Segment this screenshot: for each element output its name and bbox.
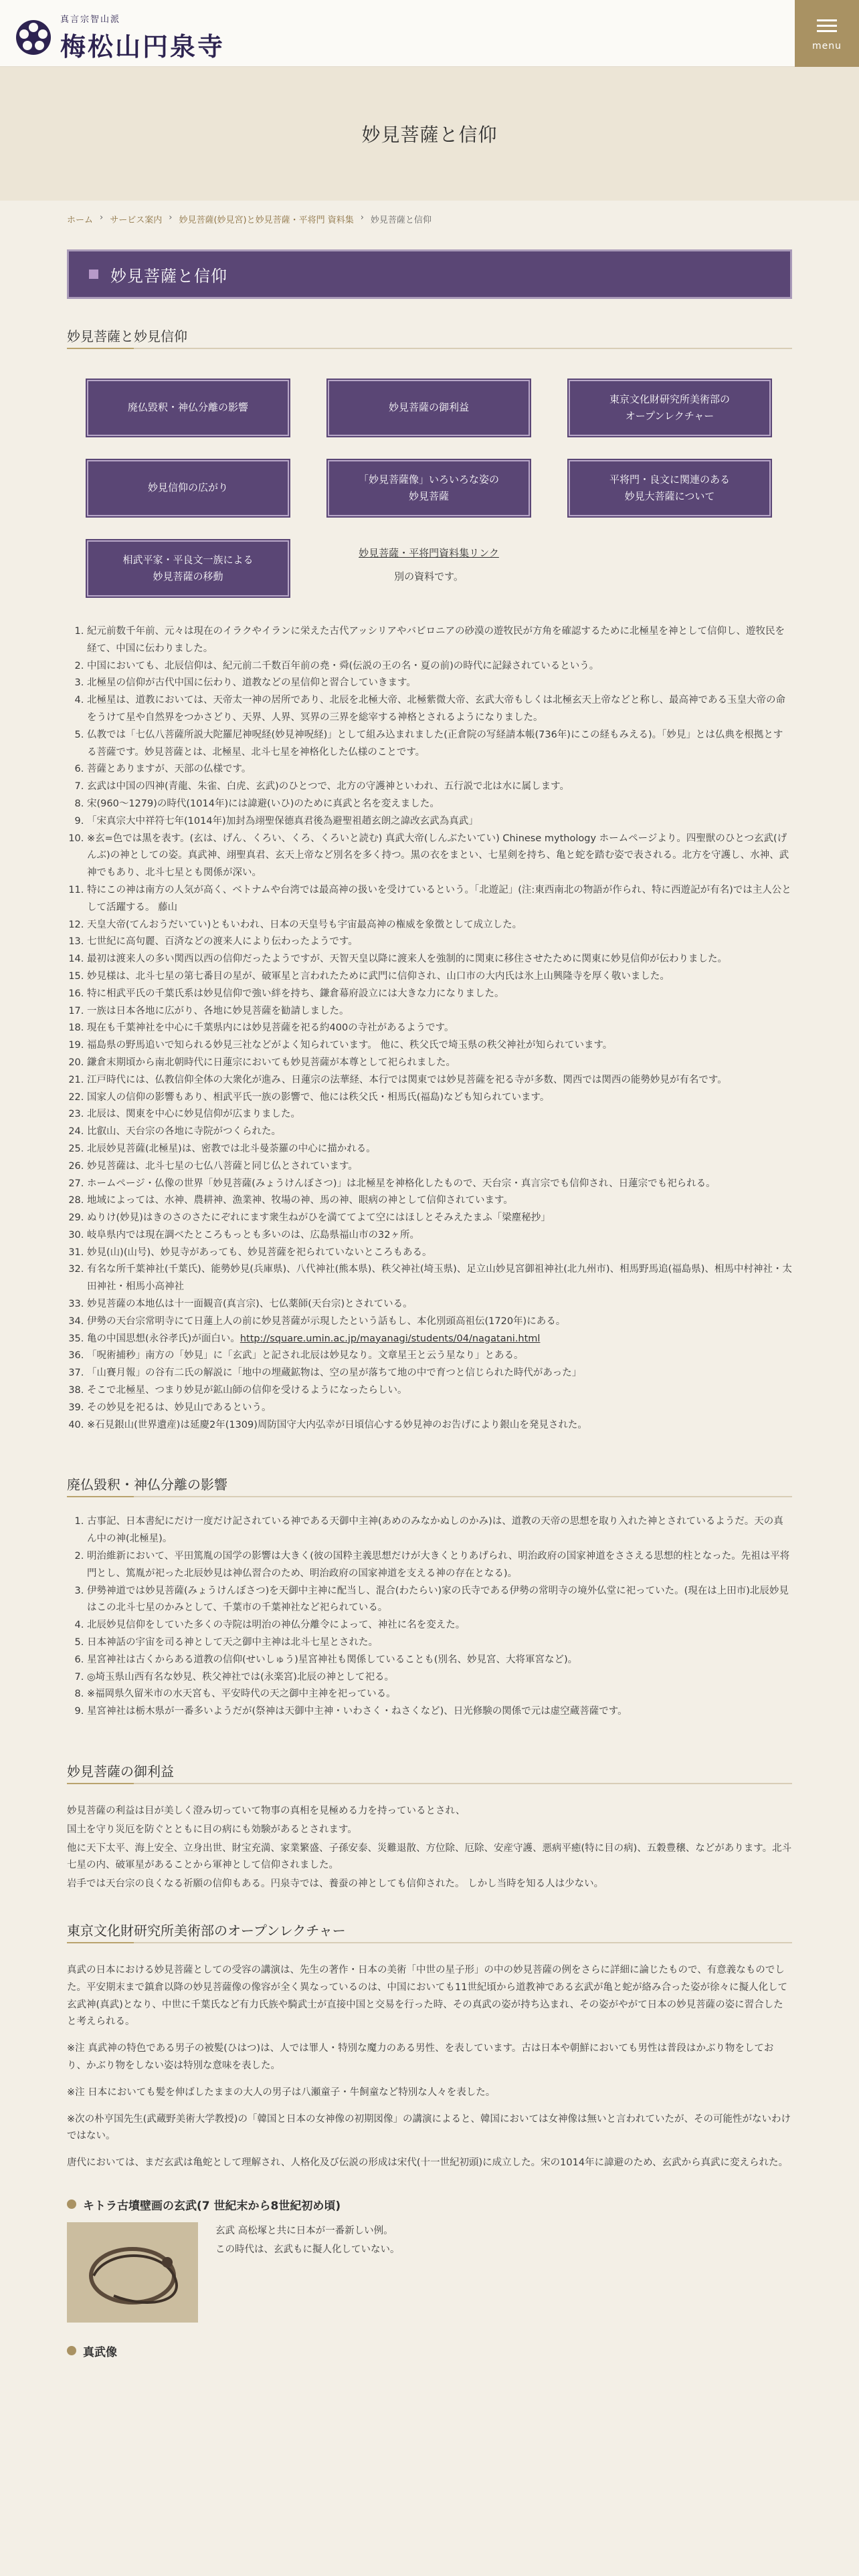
note-item: 36. 「呪術捕秒」南方の「妙見」に「玄武」と記され北辰は妙見なり。文章星王と云う星なり」とある。 (87, 1348, 792, 1365)
kitora-genbu-image (67, 2222, 198, 2323)
goriyaku-paragraph: 他に天下太平、海上安全、立身出世、財宝充満、家業繁盛、子孫安泰、災難退散、方位除、厄除、安産守護、悪病平癒(特に目の病)、五穀豊穣、などがあります。北斗七星の内、破軍星があることから軍神として信仰されました。 (67, 1842, 792, 1871)
note-item: 6. 菩薩とありますが、天部の仏様です。 (87, 761, 792, 778)
breadcrumb-separator: › (360, 213, 364, 223)
note-item: 3. 北極星の信仰が古代中国に伝わり、道教などの星信仰と習合していきます。 (87, 675, 792, 692)
section-heading-goriyaku: 妙見菩薩の御利益 (67, 1761, 792, 1786)
note-item: 23. 北辰は、関東を中心に妙見信仰が広まりました。 (87, 1106, 792, 1123)
topic-button-label: 平将門・良文に関連のある 妙見大菩薩について (609, 473, 730, 502)
subheading-shinbu-label: 真武像 (83, 2345, 117, 2359)
section-heading-intro: 妙見菩薩と妙見信仰 (67, 326, 792, 350)
page-title: 妙見菩薩と信仰 (361, 124, 498, 146)
note-item: 26. 妙見菩薩は、北斗七星の七仏八菩薩と同じ仏とされています。 (87, 1158, 792, 1176)
note-item: 1. 紀元前数千年前、元々は現在のイラクやイランに栄えた古代アッシリアやバビロニアの砂漠の遊牧民が方角を確認するために北極星を神として信仰し、遊牧民を経て、中国に伝わりました。 (87, 623, 792, 658)
haibutsu-item: 6. 星宮神社は古くからある道教の信仰(せいしゅう)星宮神社も関係していることも(別名、妙見宮、大将軍宮など)。 (87, 1652, 792, 1669)
note-item: 5. 仏教では「七仏八菩薩所説大陀羅尼神呪経(妙見神呪経)」として組み込まれました(正倉院の写経請本帳(736年)にこの経もみえる)。「妙見」とは仏典を根拠とする菩薩です。妙見菩薩とは、北極星、北斗七星を神格化した仏様のことです。 (87, 727, 792, 762)
note-item: 9. 「宋真宗大中祥符七年(1014年)加封為翊聖保德真君後為避聖祖趙玄朗之諱改玄武為真武」 (87, 813, 792, 831)
note-item: 13. 七世紀に高句麗、百済などの渡来人により伝わったようです。 (87, 934, 792, 951)
goriyaku-paragraph: 国土を守り災厄を防ぐとともに目の病にも効験があるとされます。 (67, 1824, 357, 1835)
note-item: 29. ぬりけ(妙見)はきのさのさたにぞれにます衆生ねがひを満ててよて空にはほしとそみえたまふ「梁塵秘抄」 (87, 1210, 792, 1227)
breadcrumb-separator: › (169, 213, 173, 223)
haibutsu-item: 4. 北辰妙見信仰をしていた多くの寺院は明治の神仏分離令によって、神社に名を変えた。 (87, 1617, 792, 1634)
haibutsu-list (67, 1513, 792, 1721)
note-item: 11. 特にこの神は南方の人気が高く、ベトナムや台湾では最高神の扱いを受けているという。「北遊記」(注:東西南北の物語が作られ、特に西遊記が有名)では主人公として活躍する。 藤山 (87, 882, 792, 917)
breadcrumb-home[interactable]: ホーム (67, 215, 94, 225)
note-item: 33. 妙見菩薩の本地仏は十一面観音(真言宗)、七仏薬師(天台宗)とされている。 (87, 1296, 792, 1313)
note-item: 40. ※石見銀山(世界遺産)は延慶2年(1309)周防国守大内弘幸が日頃信心する妙見神のお告げにより銀山を発見された。 (87, 1417, 792, 1434)
breadcrumb (0, 201, 859, 225)
topic-button-haibutsu[interactable] (87, 380, 289, 436)
lecture-text (67, 1962, 792, 2172)
topic-button-masakado[interactable] (569, 460, 771, 516)
haibutsu-item: 2. 明治維新において、平田篤胤の国学の影響は大きく(彼の国粋主義思想だけが大きくとりあげられ、明治政府の国家神道をささえる思想的柱となった。先祖は平将門とし、篤胤が祀った北辰妙見は神仏習合のため、明治政府の国家神道を支える神の存在となる)。 (87, 1548, 792, 1583)
note-item: 35. 亀の中国思想(永谷孝氏)が面白い。http://square.umin.ac.jp/mayanagi/students/04/nagatani.html (87, 1331, 792, 1348)
note-item: 4. 北極星は、道教においては、天帝太一神の居所であり、北辰を北極大帝、北極紫微大帝、玄武大帝もしくは北極玄天上帝などと称し、最高神である玉皇大帝の命をうけて星や自然界をつかさどり、天界、人界、冥界の三界を総宰する神格とされるようになりました。 (87, 692, 792, 727)
topic-button-label: 廃仏毀釈・神仏分離の影響 (127, 401, 248, 414)
breadcrumb-materials[interactable]: 妙見菩薩(妙見宮)と妙見菩薩・平将門 資料集 (179, 215, 354, 225)
note-item: 18. 現在も千葉神社を中心に千葉県内には妙見菩薩を祀る約400の寺社があるようです。 (87, 1020, 792, 1037)
note-item: 28. 地域によっては、水神、農耕神、漁業神、牧場の神、馬の神、眼病の神として信仰されています。 (87, 1192, 792, 1210)
site-header (0, 0, 859, 67)
note-item: 16. 特に相武平氏の千葉氏系は妙見信仰で強い絆を持ち、鎌倉幕府設立には大きな力になりました。 (87, 986, 792, 1003)
topic-button-lecture[interactable] (569, 380, 771, 436)
lecture-paragraph: ※次の朴亨国先生(武蔵野美術大学教授)の「韓国と日本の女神像の初期図像」の講演によると、韓国においては女神像は無いと言われていたが、その可能性がないわけではない。 (67, 2113, 791, 2142)
lecture-paragraph: ※注 真武神の特色である男子の被髪(ひはつ)は、人では罪人・特別な魔力のある男性、を表しています。古は日本や朝鮮においても男性は普段はかぶり物をしており、かぶり物をしない姿は特別な意味を表した。 (67, 2043, 774, 2071)
subheading-shinbu (67, 2343, 792, 2359)
haibutsu-item: 3. 伊勢神道では妙見菩薩(みょうけんぼさつ)を天御中主神に配当し、混合(わたらい)家の氏寺である伊勢の常明寺の境外仏堂に祀っていた。(現在は上田市)北辰妙見はこの北斗七星のかみとして、千葉市の千葉神社など祀られている。 (87, 1583, 792, 1618)
subheading-kitora (67, 2196, 792, 2213)
note-item: 37. 「山賽月報」の谷有二氏の解説に「地中の埋蔵鉱物は、空の星が落ちて地の中で育つと信じられた時代があった」 (87, 1365, 792, 1382)
circle-bullet-icon (67, 2199, 76, 2209)
note-item: 22. 国家人の信仰の影響もあり、相武平氏一族の影響で、他には秩父氏・相馬氏(福島)なども知られています。 (87, 1089, 792, 1107)
subheading-kitora-label: キトラ古墳壁画の玄武(7 世紀末から8世紀初め頃) (83, 2199, 341, 2213)
breadcrumb-current: 妙見菩薩と信仰 (370, 215, 432, 225)
kitora-caption-2: この時代は、玄武もに擬人化していない。 (215, 2244, 400, 2255)
note-item: 12. 天皇大帝(てんおうだいてい)ともいわれ、日本の天皇号も宇宙最高神の権威を象徴として成立した。 (87, 917, 792, 934)
topic-button-grid (67, 380, 792, 597)
hamburger-icon (817, 16, 837, 35)
note-item: 7. 玄武は中国の四神(青龍、朱雀、白虎、玄武)のひとつで、北方の守護神といわれ、五行説で北は水に属します。 (87, 778, 792, 796)
note-item: 8. 宋(960～1279)の時代(1014年)には諱避(いひ)のために真武と名を変えました。 (87, 796, 792, 813)
note-item: 31. 妙見(山)(山号)、妙見寺があっても、妙見菩薩を祀られていないところもある。 (87, 1245, 792, 1262)
topic-button-label: 東京文化財研究所美術部の オープンレクチャー (609, 393, 730, 422)
note-item: 38. そこで北極星、つまり妙見が鉱山師の信仰を受けるようになったらしい。 (87, 1382, 792, 1400)
notes-list (67, 623, 792, 1434)
goriyaku-paragraph: 妙見菩薩の利益は目が美しく澄み切っていて物事の真相を見極める力を持っているとされ、 (67, 1806, 466, 1817)
external-link[interactable]: http://square.umin.ac.jp/mayanagi/students/04/nagatani.html (240, 1333, 541, 1344)
note-item: 15. 妙見様は、北斗七星の第七番目の星が、破軍星と言われたために武門に信仰され、山口市の大内氏は氷上山興隆寺を厚く敬いました。 (87, 968, 792, 986)
square-bullet-icon (89, 270, 98, 279)
note-item: 19. 福島県の野馬追いで知られる妙見三社などがよく知られています。 他に、秩父氏で埼玉県の秩父神社が知られています。 (87, 1037, 792, 1055)
haibutsu-item: 8. ※福岡県久留米市の水天宮も、平安時代の天之御中主神を祀っている。 (87, 1686, 792, 1703)
goriyaku-paragraph: 岩手では天台宗の良くなる祈願の信仰もある。円泉寺では、養蚕の神としても信仰された。 しかし当時を知る人は少ない。 (67, 1879, 604, 1890)
band-title: 妙見菩薩と信仰 (110, 266, 227, 286)
section-title-band (67, 249, 792, 299)
section-heading-lecture: 東京文化財研究所美術部のオープンレクチャー (67, 1920, 792, 1945)
lecture-paragraph: 唐代においては、まだ玄武は亀蛇として理解され、人格化及び伝説の形成は宋代(十一世紀初頭)に成立した。宋の1014年に諱避のため、玄武から真武に変えられた。 (67, 2157, 788, 2169)
hero-banner (0, 67, 859, 201)
note-item: 21. 江戸時代には、仏教信仰全体の大衆化が進み、日蓮宗の法華経、本行では関東では妙見菩薩を祀る寺が多数、関西では関西の能勢妙見が有名です。 (87, 1072, 792, 1089)
haibutsu-item: 9. 星宮神社は栃木県が一番多いようだが(祭神は天御中主神・いわさく・ねさくなど)、日光修験の関係で元は虚空蔵菩薩です。 (87, 1703, 792, 1721)
note-item: 14. 最初は渡来人の多い関西以西の信仰だったようですが、天智天皇以降に渡来人を強制的に関東に移住させたために関東に妙見信仰が伝わりました。 (87, 951, 792, 968)
temple-crest-icon (15, 19, 52, 56)
materials-link-cell (328, 540, 530, 597)
topic-button-migration[interactable] (87, 540, 289, 597)
goriyaku-text (67, 1803, 792, 1893)
materials-link-note: 別の資料です。 (394, 570, 464, 582)
main-content (0, 249, 859, 2359)
note-item: 20. 鎌倉末期頃から南北朝時代に日蓮宗においても妙見菩薩が本尊として祀られました。 (87, 1055, 792, 1072)
kitora-image-row (67, 2222, 792, 2323)
menu-label: menu (812, 40, 842, 51)
topic-button-goriyaku[interactable] (328, 380, 530, 436)
note-item: 27. ホームページ・仏像の世界「妙見菩薩(みょうけんぼさつ)」は北極星を神格化したもので、天台宗・真言宗でも信仰され、日蓮宗でも祀られる。 (87, 1176, 792, 1193)
note-item: 39. その妙見を祀るは、妙見山であるという。 (87, 1400, 792, 1417)
site-logo[interactable] (15, 12, 225, 63)
note-item: 25. 北辰妙見菩薩(北極星)は、密教では北斗曼荼羅の中心に描かれる。 (87, 1141, 792, 1158)
topic-button-statues[interactable] (328, 460, 530, 516)
section-heading-haibutsu: 廃仏毀釈・神仏分離の影響 (67, 1474, 792, 1499)
note-item: 34. 伊勢の天台宗常明寺にて日蓮上人の前に妙見菩薩が示現したという話もし、本化別頭高祖伝(1720年)にある。 (87, 1313, 792, 1331)
note-item: 10. ※玄=色では黒を表す。(玄は、げん、くろい、くろ、くろいと読む) 真武大帝(しんぶたいてい) Chinese mythology ホームページより。四聖獣のひとつ玄武(げんぶ)の神としての姿。真武神、翊聖真君、玄天上帝など別名を多く持つ。黒の衣をまとい、七星剣を持ち、亀と蛇を踏む姿で表される。北方を守護し、水神、武神でもあり、北斗七星とも関係が深い。 (87, 831, 792, 882)
note-item: 17. 一族は日本各地に広がり、各地に妙見菩薩を勧請しました。 (87, 1003, 792, 1021)
kitora-caption-1: 玄武 高松塚と共に日本が一番新しい例。 (215, 2225, 393, 2236)
note-item: 30. 岐阜県内では現在調べたところもっとも多いのは、広島県福山市の32ヶ所。 (87, 1227, 792, 1245)
lecture-paragraph: ※注 日本においても髪を伸ばしたままの大人の男子は八瀬童子・牛飼童など特別な人々を表した。 (67, 2086, 496, 2098)
logo-subtitle: 真言宗智山派 (60, 15, 121, 25)
topic-button-label: 妙見信仰の広がり (147, 481, 228, 494)
breadcrumb-separator: › (100, 213, 104, 223)
note-item: 2. 中国においても、北辰信仰は、紀元前二千数百年前の堯・舜(伝説の王の名・夏の前)の時代に記録されているという。 (87, 658, 792, 675)
topic-button-spread[interactable] (87, 460, 289, 516)
circle-bullet-icon (67, 2346, 76, 2355)
haibutsu-item: 1. 古事記、日本書紀にだけ一度だけ記されている神である天御中主神(あめのみなかぬしのかみ)は、道教の天帝の思想を取り入れた神とされているようだ。天の真ん中の神(北極星)。 (87, 1513, 792, 1548)
topic-button-label: 「妙見菩薩像」いろいろな姿の 妙見菩薩 (358, 473, 499, 502)
haibutsu-item: 5. 日本神話の宇宙を司る神として天之御中主神は北斗七星とされた。 (87, 1634, 792, 1652)
haibutsu-item: 7. ◎埼玉県山西有名な妙見、秩父神社では(永楽宮)北辰の神として祀る。 (87, 1669, 792, 1687)
topic-button-label: 相武平家・平良文一族による 妙見菩薩の移動 (122, 553, 254, 582)
menu-button[interactable] (795, 0, 859, 67)
materials-link[interactable]: 妙見菩薩・平将門資料集リンク (359, 547, 499, 559)
topic-button-label: 妙見菩薩の御利益 (388, 401, 469, 414)
note-item: 24. 比叡山、天台宗の各地に寺院がつくられた。 (87, 1123, 792, 1141)
logo-title: 梅松山円泉寺 (60, 31, 225, 62)
breadcrumb-services[interactable]: サービス案内 (110, 215, 163, 225)
note-item: 32. 有名な所千葉神社(千葉氏)、能勢妙見(兵庫県)、八代神社(熊本県)、秩父神社(埼玉県)、足立山妙見宮御祖神社(北九州市)、相馬野馬追(福島県)、相馬中村神社・太田神社・相馬小高神社 (87, 1261, 792, 1296)
lecture-paragraph: 真武の日本における妙見菩薩としての受容の講演は、先生の著作・日本の美術「中世の星子形」の中の妙見菩薩の例をさらに詳細に論じたもので、有意義なものでした。平安期末まで鎮倉以降の妙見菩薩像の像容が全く異なっているのは、中国においても11世紀頃から道教神である玄武が亀と蛇が絡み合った姿が徐々に擬人化して玄武神(真武)となり、中世に千葉氏など有力氏族や騎武士が直接中国と交易を行った時、その真武の姿が持ち込まれ、その姿がやがて日本の妙見菩薩の姿に習合したと考えられる。 (67, 1965, 787, 2028)
